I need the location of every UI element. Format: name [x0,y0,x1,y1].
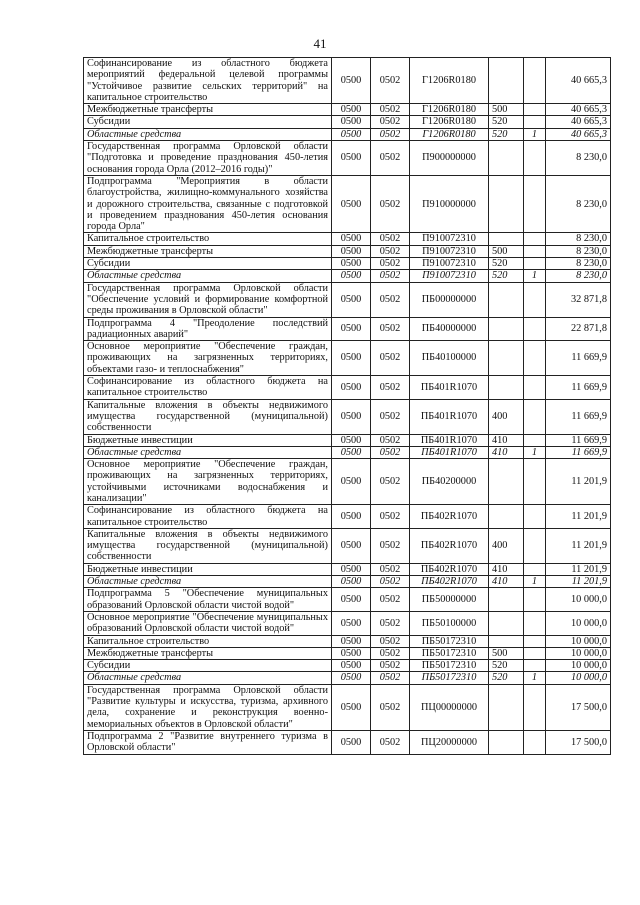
table-row [84,528,611,563]
row-name: Основное мероприятие "Обеспечение граждан, проживающих на загрязненных территориях, устойчивыми источниками водоснабжения и канализации" [84,459,332,505]
row-expense-type: 520 [489,258,524,270]
row-name: Субсидии [84,258,332,270]
row-target-article: ПБ401R1070 [410,434,489,446]
row-target-article: ПБ50100000 [410,611,489,635]
row-name: Подпрограмма "Мероприятия в области благоустройства, жилищно-коммунального хозяйства и дорожного строительства, связанные с подготовкой и проведением празднования 450-летия основания города Орла" [84,175,332,232]
row-target-article: ПЦ20000000 [410,730,489,754]
row-amount: 40 665,3 [546,116,611,128]
row-name: Основное мероприятие "Обеспечение муниципальных образований Орловской области чистой водой" [84,611,332,635]
row-name: Государственная программа Орловской области "Подготовка и проведение празднования 450-летия основания города Орла (2012–2016 годы)" [84,141,332,176]
row-amount: 17 500,0 [546,684,611,730]
table-row [84,730,611,754]
table-row [84,459,611,505]
row-amount: 11 201,9 [546,563,611,575]
row-target-article: ПБ00000000 [410,282,489,317]
row-funding-flag [524,258,546,270]
table-row [84,233,611,245]
row-section-code: 0500 [332,611,371,635]
row-name: Государственная программа Орловской области "Обеспечение условий и формирование комфортной среды проживания в Орловской области" [84,282,332,317]
row-amount: 17 500,0 [546,730,611,754]
row-subsection-code: 0502 [371,459,410,505]
row-amount: 8 230,0 [546,270,611,282]
row-amount: 11 201,9 [546,459,611,505]
row-target-article: ПБ401R1070 [410,399,489,434]
row-name: Софинансирование из областного бюджета мероприятий федеральной целевой программы "Устойчивое развитие сельских территорий" на капитальное строительство [84,58,332,104]
row-expense-type [489,317,524,341]
row-expense-type [489,684,524,730]
row-expense-type: 410 [489,434,524,446]
row-subsection-code: 0502 [371,116,410,128]
row-funding-flag [524,505,546,529]
row-amount: 8 230,0 [546,175,611,232]
table-row [84,672,611,684]
row-expense-type [489,341,524,376]
row-name: Межбюджетные трансферты [84,647,332,659]
row-expense-type: 520 [489,672,524,684]
row-subsection-code: 0502 [371,563,410,575]
row-name: Субсидии [84,116,332,128]
row-amount: 10 000,0 [546,611,611,635]
row-subsection-code: 0502 [371,399,410,434]
row-target-article: ПБ402R1070 [410,563,489,575]
table-row [84,588,611,612]
row-section-code: 0500 [332,684,371,730]
row-subsection-code: 0502 [371,128,410,140]
row-amount: 11 201,9 [546,528,611,563]
row-subsection-code: 0502 [371,528,410,563]
row-section-code: 0500 [332,647,371,659]
row-section-code: 0500 [332,341,371,376]
row-subsection-code: 0502 [371,635,410,647]
row-section-code: 0500 [332,104,371,116]
page-number: 41 [313,36,327,51]
row-expense-type: 410 [489,563,524,575]
row-amount: 11 669,9 [546,341,611,376]
row-name: Областные средства [84,270,332,282]
row-name: Софинансирование из областного бюджета на капитальное строительство [84,376,332,400]
row-target-article: П910072310 [410,258,489,270]
row-expense-type [489,376,524,400]
table-row [84,505,611,529]
table-row [84,317,611,341]
row-expense-type: 520 [489,116,524,128]
row-expense-type [489,635,524,647]
row-name: Межбюджетные трансферты [84,104,332,116]
row-funding-flag [524,245,546,257]
row-funding-flag: 1 [524,672,546,684]
row-section-code: 0500 [332,588,371,612]
row-section-code: 0500 [332,672,371,684]
row-target-article: ПБ50172310 [410,672,489,684]
row-expense-type: 500 [489,245,524,257]
row-amount: 10 000,0 [546,660,611,672]
row-amount: 40 665,3 [546,58,611,104]
row-target-article: ПБ40000000 [410,317,489,341]
row-expense-type [489,730,524,754]
table-row [84,446,611,458]
row-name: Областные средства [84,446,332,458]
table-row [84,175,611,232]
row-subsection-code: 0502 [371,141,410,176]
row-amount: 10 000,0 [546,647,611,659]
row-target-article: ПБ402R1070 [410,576,489,588]
table-row [84,104,611,116]
table-row [84,341,611,376]
table-row [84,270,611,282]
table-row [84,576,611,588]
table-row [84,128,611,140]
row-name: Капитальные вложения в объекты недвижимого имущества государственной (муниципальной) собственности [84,399,332,434]
row-section-code: 0500 [332,660,371,672]
row-section-code: 0500 [332,376,371,400]
row-funding-flag [524,434,546,446]
row-expense-type [489,233,524,245]
table-row [84,376,611,400]
row-subsection-code: 0502 [371,660,410,672]
row-funding-flag [524,684,546,730]
row-amount: 11 669,9 [546,446,611,458]
table-row [84,58,611,104]
row-target-article: ПБ402R1070 [410,505,489,529]
table-row [84,399,611,434]
table-row [84,635,611,647]
row-name: Областные средства [84,128,332,140]
row-section-code: 0500 [332,399,371,434]
row-funding-flag [524,399,546,434]
row-section-code: 0500 [332,635,371,647]
row-amount: 8 230,0 [546,233,611,245]
row-expense-type: 410 [489,576,524,588]
row-section-code: 0500 [332,258,371,270]
row-subsection-code: 0502 [371,104,410,116]
row-subsection-code: 0502 [371,434,410,446]
row-subsection-code: 0502 [371,258,410,270]
row-name: Межбюджетные трансферты [84,245,332,257]
row-target-article: ПБ402R1070 [410,528,489,563]
row-amount: 40 665,3 [546,128,611,140]
row-target-article: ПБ50172310 [410,660,489,672]
row-subsection-code: 0502 [371,317,410,341]
row-expense-type [489,175,524,232]
row-target-article: П910072310 [410,270,489,282]
row-target-article: Г1206R0180 [410,58,489,104]
row-funding-flag [524,635,546,647]
row-target-article: Г1206R0180 [410,104,489,116]
row-name: Государственная программа Орловской области "Развитие культуры и искусства, туризма, архивного дела, сохранение и реконструкция военно-мемориальных объектов в Орловской области" [84,684,332,730]
row-target-article: ПБ50000000 [410,588,489,612]
table-row [84,141,611,176]
row-section-code: 0500 [332,446,371,458]
table-row [84,611,611,635]
row-target-article: ПБ40100000 [410,341,489,376]
row-amount: 11 669,9 [546,399,611,434]
row-target-article: ПБ401R1070 [410,376,489,400]
row-subsection-code: 0502 [371,446,410,458]
row-section-code: 0500 [332,563,371,575]
row-amount: 11 669,9 [546,376,611,400]
row-name: Бюджетные инвестиции [84,563,332,575]
row-name: Областные средства [84,576,332,588]
row-funding-flag [524,660,546,672]
row-amount: 10 000,0 [546,672,611,684]
row-section-code: 0500 [332,270,371,282]
row-subsection-code: 0502 [371,341,410,376]
row-subsection-code: 0502 [371,233,410,245]
row-section-code: 0500 [332,317,371,341]
row-funding-flag [524,647,546,659]
row-name: Капитальное строительство [84,233,332,245]
budget-table [83,57,611,755]
table-row [84,245,611,257]
row-target-article: ПБ50172310 [410,635,489,647]
row-section-code: 0500 [332,528,371,563]
row-amount: 11 201,9 [546,576,611,588]
row-target-article: П910072310 [410,245,489,257]
row-funding-flag: 1 [524,576,546,588]
row-funding-flag [524,317,546,341]
row-name: Софинансирование из областного бюджета на капитальное строительство [84,505,332,529]
row-target-article: П910000000 [410,175,489,232]
row-amount: 22 871,8 [546,317,611,341]
row-subsection-code: 0502 [371,245,410,257]
row-subsection-code: 0502 [371,282,410,317]
table-row [84,647,611,659]
row-funding-flag: 1 [524,270,546,282]
row-expense-type [489,141,524,176]
row-section-code: 0500 [332,505,371,529]
row-section-code: 0500 [332,434,371,446]
table-row [84,684,611,730]
row-expense-type [489,459,524,505]
row-subsection-code: 0502 [371,376,410,400]
row-subsection-code: 0502 [371,611,410,635]
row-amount: 8 230,0 [546,141,611,176]
row-funding-flag [524,116,546,128]
row-funding-flag [524,376,546,400]
row-expense-type: 410 [489,446,524,458]
row-expense-type [489,611,524,635]
row-section-code: 0500 [332,116,371,128]
row-section-code: 0500 [332,576,371,588]
row-funding-flag [524,175,546,232]
row-funding-flag: 1 [524,128,546,140]
row-expense-type: 520 [489,660,524,672]
row-subsection-code: 0502 [371,672,410,684]
row-funding-flag [524,233,546,245]
row-name: Капитальные вложения в объекты недвижимого имущества государственной (муниципальной) собственности [84,528,332,563]
row-amount: 32 871,8 [546,282,611,317]
row-section-code: 0500 [332,233,371,245]
row-name: Подпрограмма 2 "Развитие внутреннего туризма в Орловской области" [84,730,332,754]
row-target-article: ПБ40200000 [410,459,489,505]
row-expense-type [489,505,524,529]
row-section-code: 0500 [332,730,371,754]
row-name: Субсидии [84,660,332,672]
row-section-code: 0500 [332,282,371,317]
row-funding-flag [524,611,546,635]
table-row [84,258,611,270]
row-subsection-code: 0502 [371,588,410,612]
row-funding-flag [524,341,546,376]
row-section-code: 0500 [332,245,371,257]
row-subsection-code: 0502 [371,505,410,529]
row-subsection-code: 0502 [371,730,410,754]
row-amount: 10 000,0 [546,635,611,647]
row-name: Основное мероприятие "Обеспечение граждан, проживающих на загрязненных территориях, объектами газо- и теплоснабжения" [84,341,332,376]
row-section-code: 0500 [332,459,371,505]
row-expense-type: 500 [489,104,524,116]
row-name: Бюджетные инвестиции [84,434,332,446]
table-row [84,116,611,128]
row-amount: 8 230,0 [546,258,611,270]
row-name: Подпрограмма 4 "Преодоление последствий радиационных аварий" [84,317,332,341]
row-target-article: ПЦ00000000 [410,684,489,730]
row-target-article: ПБ401R1070 [410,446,489,458]
row-expense-type: 400 [489,528,524,563]
table-row [84,563,611,575]
row-expense-type [489,282,524,317]
row-amount: 10 000,0 [546,588,611,612]
row-subsection-code: 0502 [371,647,410,659]
row-target-article: ПБ50172310 [410,647,489,659]
row-name: Подпрограмма 5 "Обеспечение муниципальных образований Орловской области чистой водой" [84,588,332,612]
row-expense-type: 400 [489,399,524,434]
row-subsection-code: 0502 [371,175,410,232]
row-funding-flag [524,563,546,575]
row-subsection-code: 0502 [371,270,410,282]
row-name: Капитальное строительство [84,635,332,647]
table-row [84,282,611,317]
row-funding-flag [524,730,546,754]
row-funding-flag: 1 [524,446,546,458]
row-funding-flag [524,104,546,116]
row-section-code: 0500 [332,141,371,176]
row-expense-type [489,58,524,104]
row-expense-type [489,588,524,612]
row-funding-flag [524,282,546,317]
row-amount: 11 669,9 [546,434,611,446]
row-funding-flag [524,588,546,612]
row-amount: 8 230,0 [546,245,611,257]
row-subsection-code: 0502 [371,684,410,730]
row-funding-flag [524,141,546,176]
row-amount: 40 665,3 [546,104,611,116]
row-target-article: П910072310 [410,233,489,245]
row-target-article: Г1206R0180 [410,116,489,128]
row-section-code: 0500 [332,58,371,104]
row-target-article: Г1206R0180 [410,128,489,140]
row-section-code: 0500 [332,128,371,140]
row-funding-flag [524,58,546,104]
table-row [84,434,611,446]
row-expense-type: 500 [489,647,524,659]
row-funding-flag [524,459,546,505]
row-section-code: 0500 [332,175,371,232]
row-expense-type: 520 [489,128,524,140]
row-funding-flag [524,528,546,563]
row-amount: 11 201,9 [546,505,611,529]
row-target-article: П900000000 [410,141,489,176]
budget-table-body [84,58,611,755]
row-subsection-code: 0502 [371,576,410,588]
table-row [84,660,611,672]
row-subsection-code: 0502 [371,58,410,104]
row-name: Областные средства [84,672,332,684]
row-expense-type: 520 [489,270,524,282]
